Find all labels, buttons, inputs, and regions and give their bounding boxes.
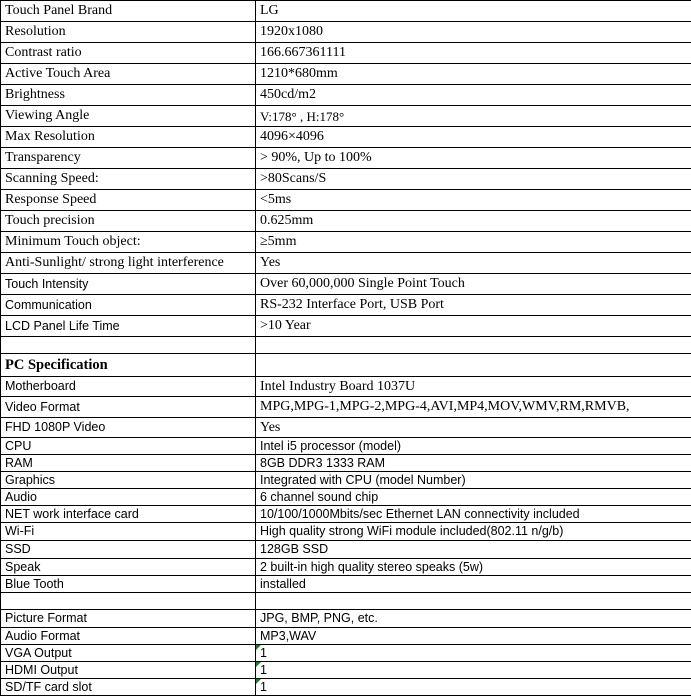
spec-row: [1, 576, 691, 593]
spec-value: <5ms: [256, 190, 691, 211]
spec-label: SD/TF card slot: [1, 679, 256, 696]
spec-label: Response Speed: [1, 190, 256, 211]
spec-value: [256, 337, 691, 354]
spec-row: [1, 397, 691, 418]
spec-label: Blue Tooth: [1, 576, 256, 593]
spec-label: Audio: [1, 489, 256, 506]
spec-value: 10/100/1000Mbits/sec Ethernet LAN connectivity included: [256, 506, 691, 523]
spec-value: 0.625mm: [256, 211, 691, 232]
spec-value: 1920x1080: [256, 22, 691, 43]
spec-value: 1: [256, 679, 691, 696]
spec-row: [1, 662, 691, 679]
spec-label: Wi-Fi: [1, 523, 256, 541]
section-header-row: [1, 354, 691, 377]
spec-row: [1, 679, 691, 696]
spec-row: [1, 127, 691, 148]
spec-row: [1, 1, 691, 22]
spec-row: [1, 316, 691, 337]
spec-row: [1, 253, 691, 274]
spec-row: [1, 211, 691, 232]
spec-label: Max Resolution: [1, 127, 256, 148]
spec-label: SSD: [1, 541, 256, 559]
spec-row: [1, 274, 691, 295]
spec-row: [1, 438, 691, 455]
spec-value: 4096×4096: [256, 127, 691, 148]
spec-label: Communication: [1, 295, 256, 316]
spec-label: [1, 593, 256, 610]
spec-label: Touch Intensity: [1, 274, 256, 295]
spec-value: 450cd/m2: [256, 85, 691, 106]
spec-row: [1, 455, 691, 472]
spec-label: Resolution: [1, 22, 256, 43]
spec-label: Minimum Touch object:: [1, 232, 256, 253]
spec-value: 166.667361111: [256, 43, 691, 64]
spec-value: 128GB SSD: [256, 541, 691, 559]
spec-label: Motherboard: [1, 377, 256, 397]
spec-row: [1, 377, 691, 397]
spec-value: installed: [256, 576, 691, 593]
spec-row: [1, 523, 691, 541]
section-title: PC Specification: [1, 354, 256, 377]
spec-value: 2 built-in high quality stereo speaks (5w): [256, 559, 691, 576]
spec-label: Active Touch Area: [1, 64, 256, 85]
spec-row: [1, 106, 691, 127]
spec-value: Intel Industry Board 1037U: [256, 377, 691, 397]
spec-value: V:178° , H:178°: [256, 106, 691, 127]
spec-value: >80Scans/S: [256, 169, 691, 190]
spec-label: NET work interface card: [1, 506, 256, 523]
spec-label: FHD 1080P Video: [1, 418, 256, 438]
spec-value: [256, 354, 691, 377]
spec-label: Speak: [1, 559, 256, 576]
spec-label: Scanning Speed:: [1, 169, 256, 190]
spec-label: VGA Output: [1, 645, 256, 662]
spec-row: [1, 85, 691, 106]
spec-label: Graphics: [1, 472, 256, 489]
spec-value: 1210*680mm: [256, 64, 691, 85]
spec-value: 6 channel sound chip: [256, 489, 691, 506]
spec-label: Contrast ratio: [1, 43, 256, 64]
spec-value: Yes: [256, 418, 691, 438]
spec-row: [1, 489, 691, 506]
spec-label: Viewing Angle: [1, 106, 256, 127]
spec-row: [1, 628, 691, 645]
spec-value: Over 60,000,000 Single Point Touch: [256, 274, 691, 295]
spec-value: LG: [256, 1, 691, 22]
spec-value: > 90%, Up to 100%: [256, 148, 691, 169]
spec-value: Integrated with CPU (model Number): [256, 472, 691, 489]
spec-label: CPU: [1, 438, 256, 455]
spec-row: [1, 418, 691, 438]
spec-value: MPG,MPG-1,MPG-2,MPG-4,AVI,MP4,MOV,WMV,RM,RMVB,: [256, 397, 691, 418]
blank-row: [1, 593, 691, 610]
spec-value: [256, 593, 691, 610]
spec-value: Yes: [256, 253, 691, 274]
spec-value: 1: [256, 645, 691, 662]
spec-label: [1, 337, 256, 354]
spec-row: [1, 43, 691, 64]
spec-row: [1, 295, 691, 316]
spec-row: [1, 645, 691, 662]
spec-label: Touch precision: [1, 211, 256, 232]
spec-label: Audio Format: [1, 628, 256, 645]
spec-value: MP3,WAV: [256, 628, 691, 645]
spec-row: [1, 232, 691, 253]
spec-label: HDMI Output: [1, 662, 256, 679]
spec-table-body: [1, 1, 691, 696]
spec-row: [1, 610, 691, 628]
spec-value: RS-232 Interface Port, USB Port: [256, 295, 691, 316]
spec-row: [1, 22, 691, 43]
spec-row: [1, 541, 691, 559]
spec-row: [1, 148, 691, 169]
spec-row: [1, 472, 691, 489]
spec-value: 1: [256, 662, 691, 679]
spec-row: [1, 64, 691, 85]
spec-label: Brightness: [1, 85, 256, 106]
spec-label: Touch Panel Brand: [1, 1, 256, 22]
spec-label: Video Format: [1, 397, 256, 418]
spec-value: ≥5mm: [256, 232, 691, 253]
spec-value: JPG, BMP, PNG, etc.: [256, 610, 691, 628]
spec-label: RAM: [1, 455, 256, 472]
spec-row: [1, 559, 691, 576]
spec-value: High quality strong WiFi module included(802.11 n/g/b): [256, 523, 691, 541]
spec-value: >10 Year: [256, 316, 691, 337]
spec-row: [1, 169, 691, 190]
spec-label: Transparency: [1, 148, 256, 169]
spec-label: Anti-Sunlight/ strong light interference: [1, 253, 256, 274]
blank-row: [1, 337, 691, 354]
spec-row: [1, 506, 691, 523]
spec-value: 8GB DDR3 1333 RAM: [256, 455, 691, 472]
spec-label: Picture Format: [1, 610, 256, 628]
spec-value: Intel i5 processor (model): [256, 438, 691, 455]
spec-row: [1, 190, 691, 211]
spec-label: LCD Panel Life Time: [1, 316, 256, 337]
